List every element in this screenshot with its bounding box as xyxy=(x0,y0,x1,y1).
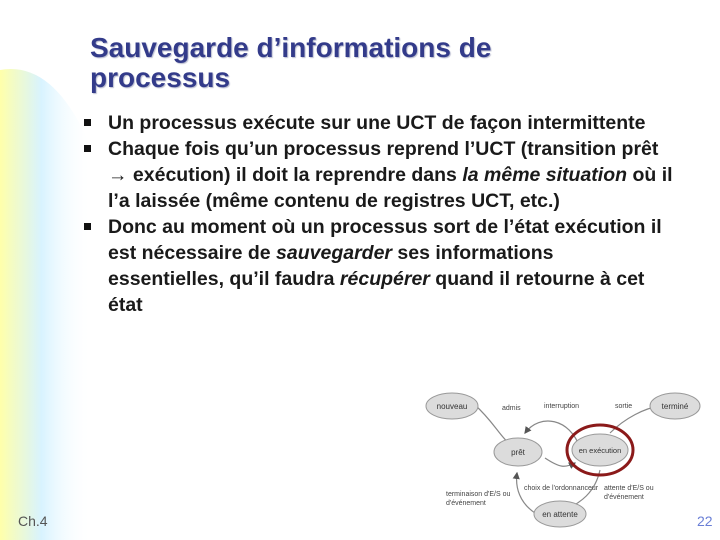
bullet-text: Donc au moment où un processus sort de l’état exécution il est nécessaire de xyxy=(108,216,662,264)
decorative-left-band xyxy=(0,0,92,540)
state-label: prêt xyxy=(511,448,525,457)
state-attente xyxy=(534,501,586,527)
state-label: en attente xyxy=(542,510,578,519)
process-state-diagram xyxy=(420,378,710,540)
label-interruption: interruption xyxy=(544,403,580,410)
right-arrow-icon: → xyxy=(108,164,128,186)
title-line-2: processus xyxy=(90,62,231,93)
state-label: terminé xyxy=(661,402,689,411)
bullet-item xyxy=(84,110,674,136)
state-execution xyxy=(567,425,633,475)
state-label: en exécution xyxy=(578,446,622,455)
label-choix: choix de l'ordonnanceur xyxy=(524,485,599,492)
bullet-text: ses informations essentielles, qu’il faudra xyxy=(108,242,554,290)
bullet-text: Chaque fois qu’un processus reprend l’UCT (transition prêt xyxy=(108,138,659,160)
bullet-text: où il l’a laissée (même contenu de registres UCT, etc.) xyxy=(108,164,673,212)
state-termine xyxy=(650,393,700,419)
state-label: nouveau xyxy=(436,402,468,411)
label-fin-es-1: terminaison d'E/S ou xyxy=(446,491,511,498)
bullet-list xyxy=(84,110,674,318)
label-attente-1: attente d'E/S ou xyxy=(604,485,654,492)
emphasis-text: la même situation xyxy=(462,164,628,186)
label-admis: admis xyxy=(502,405,521,412)
chapter-label: Ch.4 xyxy=(18,513,48,529)
page-number: 22 xyxy=(697,513,713,529)
label-sortie: sortie xyxy=(615,403,633,410)
bullet-text: exécution) il doit la reprendre dans xyxy=(127,164,463,186)
bullet-item xyxy=(84,214,674,318)
label-fin-es-2: d'événement xyxy=(446,500,486,507)
label-attente-2: d'événement xyxy=(604,494,644,501)
square-bullet-icon xyxy=(84,119,91,126)
square-bullet-icon xyxy=(84,223,91,230)
state-pret xyxy=(494,438,542,466)
square-bullet-icon xyxy=(84,145,91,152)
edge-fin-es xyxy=(517,473,535,513)
state-nouveau xyxy=(426,393,478,419)
emphasis-text: sauvegarder xyxy=(276,242,393,264)
title-line-1: Sauvegarde d’informations de xyxy=(90,32,492,63)
slide-title xyxy=(90,33,650,93)
emphasis-text: récupérer xyxy=(339,268,430,290)
bullet-text: Un processus exécute sur une UCT de façon intermittente xyxy=(108,112,646,134)
bullet-item xyxy=(84,136,674,214)
bullet-text: quand il retourne à cet état xyxy=(108,268,645,316)
